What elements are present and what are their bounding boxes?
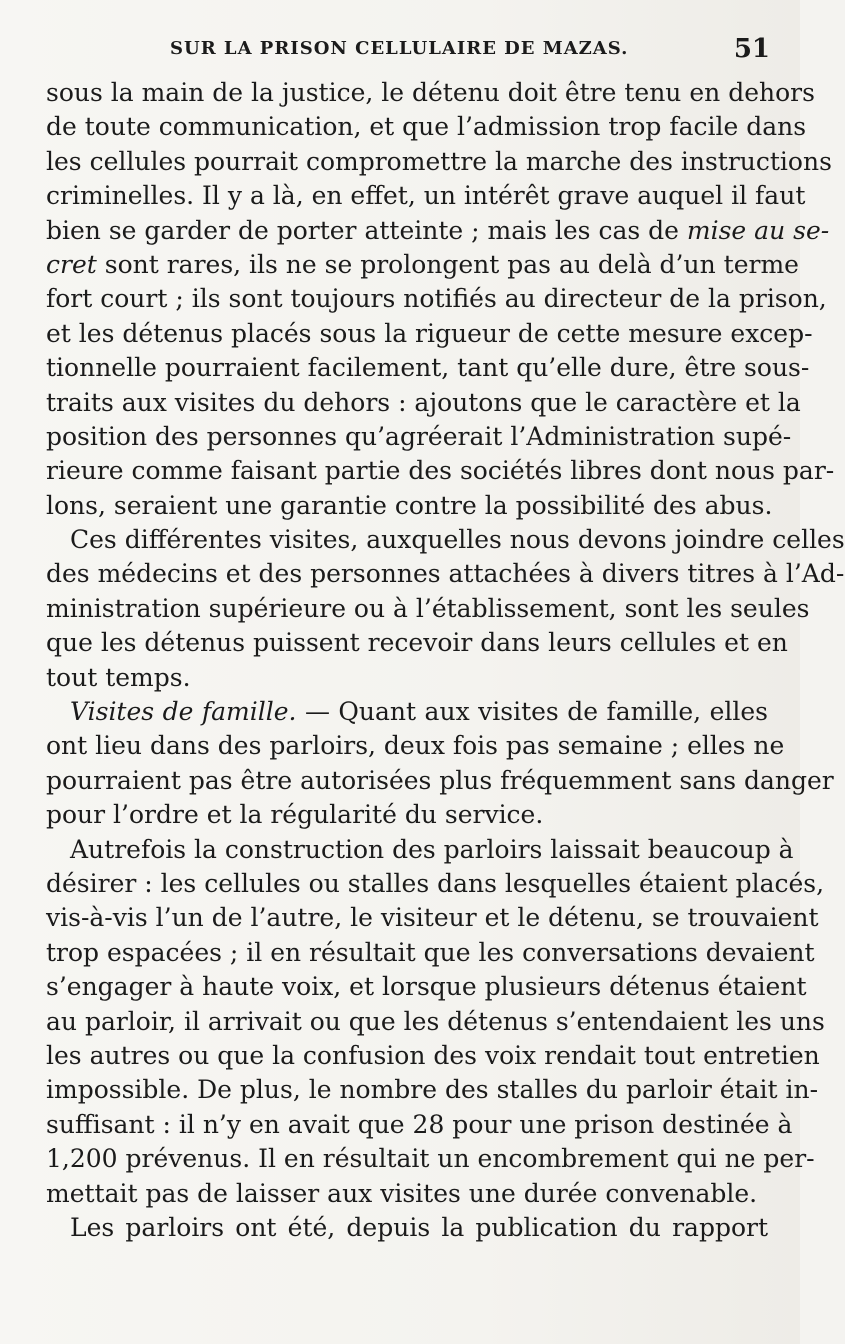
running-title: SUR LA PRISON CELLULAIRE DE MAZAS.: [170, 38, 629, 59]
text-segment: — Quant aux visites de famille, elles: [296, 697, 768, 727]
text-line: sous la main de la justice, le détenu doit être tenu en dehors: [46, 78, 815, 107]
italic-phrase: mise au se-: [686, 215, 830, 245]
text-line: Autrefois la construction des parloirs laissait beaucoup à: [70, 834, 794, 864]
text-line: désirer : les cellules ou stalles dans lesquelles étaient placés,: [46, 868, 825, 898]
text-line: pourraient pas être autorisées plus fréquemment sans danger: [46, 765, 834, 795]
text-line: impossible. De plus, le nombre des stalles du parloir était in-: [46, 1075, 819, 1105]
text-line: lons, seraient une garantie contre la possibilité des abus.: [46, 490, 773, 520]
text-segment: sont rares, ils ne se prolongent pas au delà d’un terme: [96, 249, 799, 279]
text-line: vis-à-vis l’un de l’autre, le visiteur et le détenu, se trouvaient: [46, 903, 819, 933]
body-text: [46, 76, 845, 1245]
text-line: [46, 248, 799, 282]
text-line: Les parloirs ont été, depuis la publication du rapport: [70, 1212, 768, 1242]
text-line: et les détenus placés sous la rigueur de cette mesure excep-: [46, 318, 813, 348]
text-line: les autres ou que la confusion des voix rendait tout entretien: [46, 1040, 820, 1070]
italic-phrase: cret: [46, 249, 97, 279]
text-line: pour l’ordre et la régularité du service.: [46, 800, 544, 830]
text-line: [46, 695, 768, 729]
page-header: [150, 34, 770, 78]
text-line: au parloir, il arrivait ou que les détenus s’entendaient les uns: [46, 1006, 825, 1036]
text-line: ont lieu dans des parloirs, deux fois pas semaine ; elles ne: [46, 731, 785, 761]
text-line: traits aux visites du dehors : ajoutons que le caractère et la: [46, 387, 801, 417]
text-line: trop espacées ; il en résultait que les conversations devaient: [46, 937, 815, 967]
text-line: que les détenus puissent recevoir dans leurs cellules et en: [46, 628, 788, 658]
text-line: [46, 214, 830, 248]
text-line: suffisant : il n’y en avait que 28 pour une prison destinée à: [46, 1109, 793, 1139]
page-number: 51: [733, 34, 770, 64]
text-line: les cellules pourrait compromettre la marche des instructions: [46, 146, 832, 176]
text-segment: bien se garder de porter atteinte ; mais les cas de: [46, 215, 687, 245]
text-line: position des personnes qu’agréerait l’Administration supé-: [46, 421, 792, 451]
text-line: s’engager à haute voix, et lorsque plusieurs détenus étaient: [46, 972, 807, 1002]
text-line: 1,200 prévenus. Il en résultait un encombrement qui ne per-: [46, 1144, 815, 1174]
text-line: des médecins et des personnes attachées à divers titres à l’Ad-: [46, 559, 845, 589]
text-line: criminelles. Il y a là, en effet, un intérêt grave auquel il faut: [46, 181, 806, 211]
section-heading: Visites de famille.: [70, 697, 297, 727]
text-line: fort court ; ils sont toujours notifiés au directeur de la prison,: [46, 284, 827, 314]
text-line: rieure comme faisant partie des sociétés libres dont nous par-: [46, 456, 835, 486]
text-line: Ces différentes visites, auxquelles nous devons joindre celles: [70, 525, 845, 555]
text-line: tout temps.: [46, 662, 191, 692]
text-line: de toute communication, et que l’admission trop facile dans: [46, 112, 807, 142]
text-line: mettait pas de laisser aux visites une durée convenable.: [46, 1178, 758, 1208]
text-line: ministration supérieure ou à l’établissement, sont les seules: [46, 593, 810, 623]
text-line: tionnelle pourraient facilement, tant qu’elle dure, être sous-: [46, 353, 810, 383]
